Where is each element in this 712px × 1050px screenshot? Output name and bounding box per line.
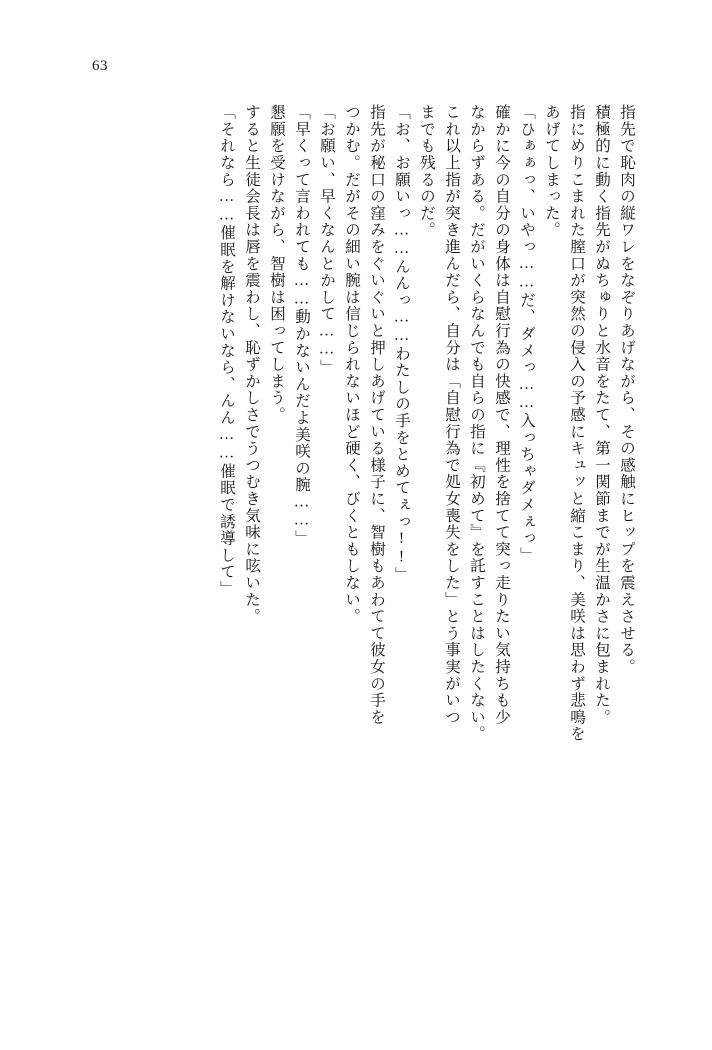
- text-column: 指先で恥肉の縦ワレをなぞりあげながら、その感触にヒップを震えさせる。: [618, 104, 635, 676]
- text-column: 懇願を受けながら、智樹は困ってしまう。: [268, 104, 285, 424]
- text-column: 確かに今の自分の身体は自慰行為の快感で、理性を捨てて突っ走りたい気持ちも少: [493, 104, 510, 726]
- text-column: なからずある。だがいくらなんでも自らの指に『初めて』を託すことはしたくない。: [468, 104, 485, 743]
- text-column: までも残るのだ。: [418, 104, 435, 239]
- vertical-text-body: [78, 104, 634, 984]
- text-column: 積極的に動く指先がぬちゅりと水音をたて、第一関節までが生温かさに包まれた。: [593, 104, 610, 726]
- text-column: これ以上指が突き進んだら、自分は「自慰行為で処女喪失をした」とう事実がいつ: [443, 104, 460, 726]
- text-column: 「ひぁぁっ、いやっ……だ、ダメっ……入っちゃダメぇっ」: [518, 104, 535, 564]
- text-column: あげてしまった。: [543, 104, 560, 239]
- text-column: 指にめりこまれた膣口が突然の侵入の予感にキュッと縮こまり、美咲は思わず悲鳴を: [568, 104, 585, 743]
- text-column: 「お、お願いっ……んんっ……わたしの手をとめてぇっ!!」: [393, 104, 410, 584]
- page-number: 63: [92, 58, 108, 74]
- text-column: 「それなら……催眠を解けないなら、んん……催眠で誘導して」: [218, 104, 235, 598]
- text-column: 「お願い、早くなんとかして……」: [318, 104, 335, 376]
- text-column: すると生徒会長は唇を震わし、恥ずかしさでうつむき気味に呟いた。: [243, 104, 260, 625]
- text-column: つかむ。だがその細い腕は信じられないほど硬く、びくともしない。: [343, 104, 360, 625]
- text-column: 指先が秘口の窪みをぐいぐいと押しあげている様子に、智樹もあわてて彼女の手を: [368, 104, 385, 726]
- text-column: 「早くって言われても……動かないんだよ美咲の腕……」: [293, 104, 310, 547]
